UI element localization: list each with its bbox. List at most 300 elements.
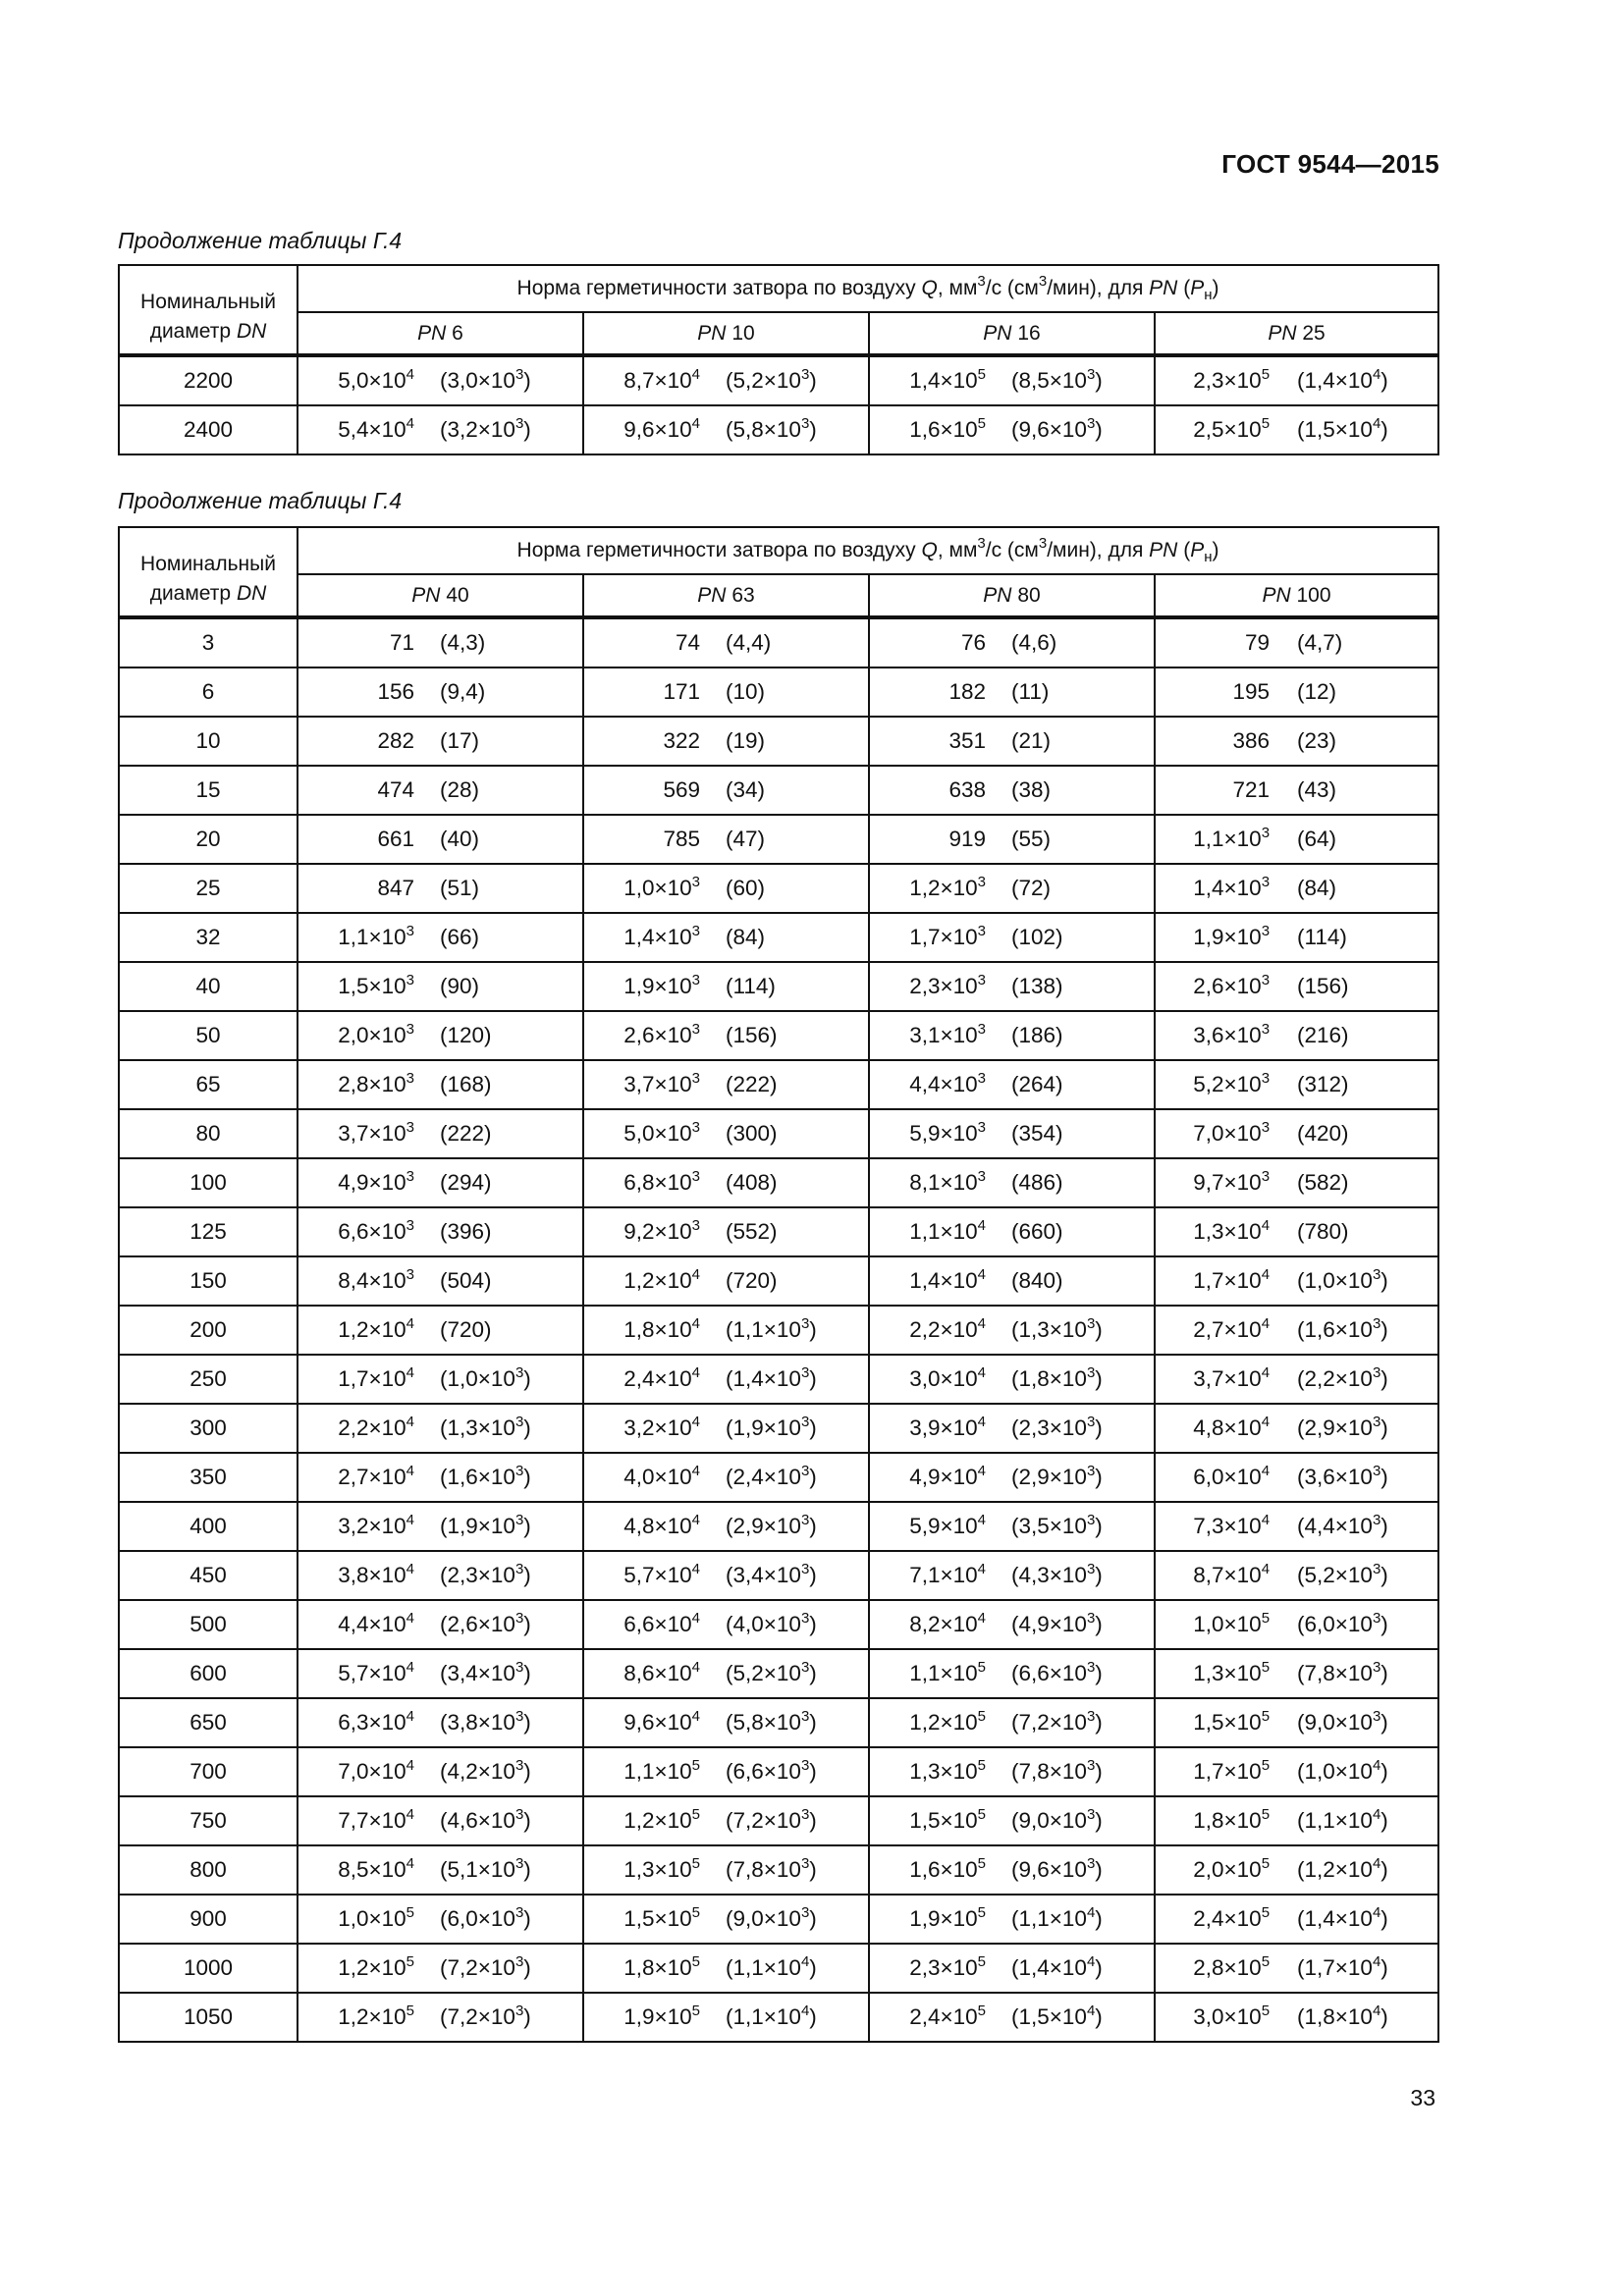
leak-rate-mm3s: 282 [377,728,414,753]
dn-cell: 1000 [119,1944,298,1993]
leak-rate-cm3min: $(5,1\times 10^3)$ [440,1855,531,1882]
leak-rate-cm3min: $(2,2\times 10^3)$ [1297,1364,1388,1391]
leak-rate-cm3min: (420) [1297,1121,1349,1146]
leak-rate-mm3s: $3,6\times 10^3$ [1193,1021,1271,1047]
leak-rate-mm3s: $2,5\times 10^5$ [1193,415,1271,442]
leak-rate-cell [583,1895,869,1944]
leak-rate-cm3min: (60) [726,876,766,900]
leak-rate-cm3min: $(4,6\times 10^3)$ [440,1806,531,1833]
norm-header: Норма герметичности затвора по воздуху Q, $мм^3/с$ $(см^3/мин)$, для PN $(P_н)$ [298,527,1438,574]
leak-rate-cell [583,1158,869,1207]
leak-rate-mm3s: $1,9\times 10^5$ [623,2002,700,2029]
dn-cell: 300 [119,1404,298,1453]
leak-rate-cm3min: $(1,5\times 10^4)$ [1011,2002,1103,2029]
leak-rate-cm3min: (294) [440,1170,492,1195]
leak-rate-mm3s: 76 [960,630,986,655]
table-row [119,1158,1438,1207]
pn-column-header: PN 10 [583,312,869,355]
leak-rate-mm3s: 569 [663,777,700,802]
dn-cell: 250 [119,1355,298,1404]
leak-rate-cm3min: (38) [1011,777,1052,802]
leak-rate-cm3min: $(2,4\times 10^3)$ [726,1463,817,1489]
leak-rate-cm3min: $(9,0\times 10^3)$ [1297,1708,1388,1735]
leak-rate-cell [298,1453,583,1502]
table-row [119,1796,1438,1845]
leak-rate-cell [869,1060,1155,1109]
leak-rate-cm3min: (222) [440,1121,492,1146]
leak-rate-cm3min: (720) [440,1317,492,1342]
leak-rate-cm3min: (12) [1297,679,1337,704]
dn-cell: 50 [119,1011,298,1060]
leak-rate-mm3s: $9,2\times 10^3$ [623,1217,700,1244]
leak-rate-cell [583,617,869,667]
dn-header-line2: диаметр [149,582,232,605]
leak-rate-cm3min: (486) [1011,1170,1063,1195]
leak-rate-cm3min: $(6,6\times 10^3)$ [1011,1659,1103,1685]
leak-rate-cm3min: (19) [726,728,766,753]
leak-rate-cell [583,913,869,962]
leak-rate-cm3min: $(7,2\times 10^3)$ [440,1953,531,1980]
dn-cell: 400 [119,1502,298,1551]
leak-rate-cm3min: (114) [1297,925,1347,949]
leak-rate-cell [1155,1109,1438,1158]
leak-rate-cm3min: (504) [440,1268,492,1293]
leak-rate-cm3min: $(4,3\times 10^3)$ [1011,1561,1103,1587]
leak-rate-mm3s: $1,1\times 10^5$ [623,1757,700,1784]
leak-rate-cm3min: (23) [1297,728,1337,753]
leak-rate-cell [298,1404,583,1453]
leak-rate-mm3s: $1,7\times 10^4$ [1193,1266,1271,1293]
leak-rate-cm3min: (40) [440,827,480,851]
leak-rate-cm3min: (51) [440,876,480,900]
leak-rate-cm3min: (10) [726,679,766,704]
leak-rate-mm3s: 919 [948,827,986,851]
leak-rate-cm3min: $(3,6\times 10^3)$ [1297,1463,1388,1489]
leak-rate-mm3s: 171 [663,679,700,704]
leak-rate-cell [583,864,869,913]
leak-rate-cell [1155,1698,1438,1747]
leak-rate-cell [583,1944,869,1993]
leak-rate-mm3s: $1,2\times 10^4$ [623,1266,700,1293]
leak-rate-mm3s: $1,1\times 10^5$ [909,1659,986,1685]
dn-cell: 3 [119,617,298,667]
leak-rate-cell [583,962,869,1011]
leak-rate-cm3min: $(7,8\times 10^3)$ [1297,1659,1388,1685]
table-row [119,1502,1438,1551]
dn-cell: 10 [119,717,298,766]
table-row [119,1011,1438,1060]
leak-rate-cell [583,1747,869,1796]
leak-rate-mm3s: 71 [389,630,414,655]
leak-rate-cell [1155,962,1438,1011]
leak-rate-mm3s: $1,6\times 10^5$ [909,415,986,442]
leak-rate-mm3s: $9,6\times 10^4$ [623,415,700,442]
leak-rate-cell [1155,1453,1438,1502]
leak-rate-cell [1155,405,1438,454]
leak-rate-cm3min: (9,4) [440,679,486,704]
leak-rate-mm3s: $6,6\times 10^3$ [338,1217,414,1244]
leak-rate-cm3min: (4,7) [1297,630,1343,655]
leak-rate-mm3s: $2,7\times 10^4$ [338,1463,414,1489]
leak-rate-cell [1155,1060,1438,1109]
leak-rate-mm3s: $3,0\times 10^5$ [1193,2002,1271,2029]
leak-rate-cell [1155,766,1438,815]
leak-rate-cell [869,1649,1155,1698]
leak-rate-cm3min: $(7,2\times 10^3)$ [726,1806,817,1833]
leak-rate-cell [298,1306,583,1355]
leak-rate-mm3s: $1,2\times 10^4$ [338,1315,414,1342]
leak-rate-cell [1155,667,1438,717]
table-row [119,717,1438,766]
dn-header-symbol: DN [236,582,267,605]
leak-rate-cell [1155,1551,1438,1600]
leak-rate-cm3min: $(2,3\times 10^3)$ [440,1561,531,1587]
pn-column-header: PN 40 [298,574,583,617]
leak-rate-cm3min: (11) [1011,679,1050,704]
leak-rate-cm3min: $(2,9\times 10^3)$ [726,1512,817,1538]
leak-rate-cm3min: $(3,4\times 10^3)$ [440,1659,531,1685]
leak-rate-mm3s: $4,0\times 10^4$ [623,1463,700,1489]
leak-rate-mm3s: $9,7\times 10^3$ [1193,1168,1271,1195]
leak-rate-mm3s: $2,2\times 10^4$ [909,1315,986,1342]
leak-rate-mm3s: $1,4\times 10^5$ [909,366,986,393]
leak-rate-cell [869,1895,1155,1944]
dn-cell: 500 [119,1600,298,1649]
leak-rate-cell [583,1453,869,1502]
leak-rate-cm3min: (4,4) [726,630,772,655]
leak-rate-cell [583,1060,869,1109]
leak-rate-cm3min: (780) [1297,1219,1349,1244]
table-row [119,1649,1438,1698]
leak-rate-cm3min: $(9,6\times 10^3)$ [1011,1855,1103,1882]
leak-rate-mm3s: $6,0\times 10^4$ [1193,1463,1271,1489]
leak-rate-cm3min: $(1,9\times 10^3)$ [440,1512,531,1538]
leak-rate-mm3s: $3,7\times 10^3$ [338,1119,414,1146]
table-row [119,1944,1438,1993]
leak-rate-cm3min: $(1,1\times 10^4)$ [1297,1806,1388,1833]
leak-rate-cell [1155,1895,1438,1944]
leak-rate-cm3min: (4,3) [440,630,486,655]
leak-rate-mm3s: $1,2\times 10^5$ [338,2002,414,2029]
leak-rate-cm3min: (156) [1297,974,1349,998]
leak-rate-cm3min: (840) [1011,1268,1063,1293]
leak-rate-mm3s: $2,0\times 10^5$ [1193,1855,1271,1882]
dn-cell: 25 [119,864,298,913]
leak-rate-mm3s: $2,0\times 10^3$ [338,1021,414,1047]
leak-rate-mm3s: $1,2\times 10^5$ [338,1953,414,1980]
leak-rate-cm3min: (552) [726,1219,778,1244]
leak-rate-mm3s: 474 [377,777,414,802]
dn-cell: 150 [119,1256,298,1306]
leak-rate-cm3min: $(3,0\times 10^3)$ [440,366,531,393]
leak-rate-cm3min: (186) [1011,1023,1063,1047]
table-row [119,1993,1438,2042]
leak-rate-mm3s: $2,4\times 10^5$ [909,2002,986,2029]
leak-rate-cm3min: $(3,2\times 10^3)$ [440,415,531,442]
table-row [119,617,1438,667]
leak-rate-cm3min: $(3,4\times 10^3)$ [726,1561,817,1587]
dn-cell: 125 [119,1207,298,1256]
leak-rate-cm3min: (120) [440,1023,492,1047]
leak-rate-cell [869,1011,1155,1060]
leak-rate-cell [583,667,869,717]
leak-rate-cm3min: $(1,5\times 10^4)$ [1297,415,1388,442]
leak-rate-cm3min: (102) [1011,925,1063,949]
leak-rate-mm3s: $1,8\times 10^5$ [623,1953,700,1980]
leak-rate-cell [1155,1796,1438,1845]
leak-rate-cell [298,1355,583,1404]
leak-rate-cm3min: $(1,1\times 10^3)$ [726,1315,817,1342]
leak-rate-cm3min: $(6,0\times 10^3)$ [440,1904,531,1931]
leak-rate-cm3min: $(3,5\times 10^3)$ [1011,1512,1103,1538]
leak-rate-cell [1155,1355,1438,1404]
leak-rate-cm3min: $(1,0\times 10^4)$ [1297,1757,1388,1784]
leak-rate-cell [869,667,1155,717]
leak-rate-cm3min: $(5,2\times 10^3)$ [726,366,817,393]
leak-rate-mm3s: $7,3\times 10^4$ [1193,1512,1271,1538]
leak-rate-cell [869,1551,1155,1600]
leak-rate-cell [298,1060,583,1109]
dn-header-line1: Номинальный [140,553,276,575]
leak-rate-cell [298,355,583,405]
leak-rate-cell [869,1502,1155,1551]
dn-cell: 900 [119,1895,298,1944]
leak-rate-cell [869,815,1155,864]
leak-rate-mm3s: $1,1\times 10^3$ [1193,825,1271,851]
leak-rate-cm3min: $(1,6\times 10^3)$ [440,1463,531,1489]
leak-rate-cell [869,1158,1155,1207]
leak-rate-cm3min: (84) [1297,876,1337,900]
leak-rate-mm3s: $1,8\times 10^5$ [1193,1806,1271,1833]
leak-rate-cell [869,1993,1155,2042]
leak-rate-cm3min: $(7,2\times 10^3)$ [440,2002,531,2029]
leak-rate-cm3min: (21) [1011,728,1052,753]
table-row [119,1306,1438,1355]
leak-rate-cell [583,1207,869,1256]
table-row [119,1256,1438,1306]
leak-rate-cm3min: $(1,1\times 10^4)$ [1011,1904,1103,1931]
leak-rate-cell [1155,1944,1438,1993]
standard-designation: ГОСТ 9544—2015 [1221,149,1439,179]
table-row [119,913,1438,962]
leak-rate-mm3s: $4,9\times 10^3$ [338,1168,414,1195]
dn-cell: 350 [119,1453,298,1502]
leak-rate-mm3s: 79 [1245,630,1271,655]
leak-rate-cm3min: $(3,8\times 10^3)$ [440,1708,531,1735]
pn-column-header: PN 16 [869,312,1155,355]
leak-rate-cell [583,1355,869,1404]
leak-rate-cm3min: (156) [726,1023,778,1047]
leak-rate-mm3s: $1,7\times 10^4$ [338,1364,414,1391]
leak-rate-cell [1155,1600,1438,1649]
leak-rate-cell [298,405,583,454]
leak-rate-mm3s: $2,2\times 10^4$ [338,1414,414,1440]
leak-rate-mm3s: $1,1\times 10^4$ [909,1217,986,1244]
leak-rate-mm3s: $8,1\times 10^3$ [909,1168,986,1195]
leak-rate-mm3s: $5,7\times 10^4$ [623,1561,700,1587]
table-row [119,355,1438,405]
leak-rate-mm3s: $5,4\times 10^4$ [338,415,414,442]
leak-rate-mm3s: $3,0\times 10^4$ [909,1364,986,1391]
leak-rate-cell [298,1796,583,1845]
leak-rate-mm3s: $1,0\times 10^3$ [623,874,700,900]
leak-rate-mm3s: $8,7\times 10^4$ [623,366,700,393]
leak-rate-mm3s: 638 [948,777,986,802]
leak-rate-mm3s: 74 [675,630,700,655]
leak-rate-mm3s: 721 [1232,777,1271,802]
leak-rate-cell [869,617,1155,667]
leak-rate-mm3s: $3,2\times 10^4$ [623,1414,700,1440]
dn-cell: 20 [119,815,298,864]
leak-rate-cm3min: $(6,6\times 10^3)$ [726,1757,817,1784]
leak-rate-cm3min: $(1,6\times 10^3)$ [1297,1315,1388,1342]
leak-rate-cell [869,1600,1155,1649]
norm-header: Норма герметичности затвора по воздуху Q, $мм^3/с$ $(см^3/мин)$, для PN $(P_н)$ [298,265,1438,312]
leak-rate-cm3min: (47) [726,827,766,851]
leak-rate-mm3s: $1,5\times 10^5$ [1193,1708,1271,1735]
table-row [119,1551,1438,1600]
leak-rate-cell [298,864,583,913]
leak-rate-cell [298,667,583,717]
leak-rate-cell [869,1355,1155,1404]
leak-rate-mm3s: $1,1\times 10^3$ [338,923,414,949]
leak-rate-cm3min: $(9,6\times 10^3)$ [1011,415,1103,442]
leak-rate-mm3s: $1,0\times 10^5$ [1193,1610,1271,1636]
table-row [119,1109,1438,1158]
leak-rate-cell [1155,1502,1438,1551]
leak-rate-cm3min: (582) [1297,1170,1349,1195]
leak-rate-cell [583,1993,869,2042]
table-row [119,864,1438,913]
leak-rate-mm3s: $1,3\times 10^5$ [1193,1659,1271,1685]
leak-rate-cm3min: (396) [440,1219,492,1244]
leak-rate-cell [298,1502,583,1551]
leak-rate-mm3s: $1,4\times 10^4$ [909,1266,986,1293]
leak-rate-cell [583,1256,869,1306]
leak-rate-mm3s: $4,4\times 10^3$ [909,1070,986,1096]
leak-rate-cm3min: (264) [1011,1072,1063,1096]
leak-rate-cm3min: $(7,8\times 10^3)$ [1011,1757,1103,1784]
leak-rate-mm3s: $2,8\times 10^3$ [338,1070,414,1096]
leak-rate-cell [583,1600,869,1649]
leak-rate-cm3min: $(1,2\times 10^4)$ [1297,1855,1388,1882]
leak-rate-mm3s: 351 [948,728,986,753]
leak-rate-cell [583,1011,869,1060]
leak-rate-cell [869,1796,1155,1845]
leak-rate-mm3s: $7,7\times 10^4$ [338,1806,414,1833]
leak-rate-mm3s: 156 [377,679,414,704]
leak-rate-mm3s: $7,1\times 10^4$ [909,1561,986,1587]
leak-rate-cell [1155,1993,1438,2042]
leak-rate-mm3s: $1,4\times 10^3$ [623,923,700,949]
leak-rate-mm3s: $1,8\times 10^4$ [623,1315,700,1342]
table-row [119,1404,1438,1453]
leak-rate-cm3min: $(1,8\times 10^4)$ [1297,2002,1388,2029]
leak-rate-cell [869,766,1155,815]
leak-rate-cell [1155,617,1438,667]
pn-column-header: PN 63 [583,574,869,617]
leak-rate-mm3s: $5,2\times 10^3$ [1193,1070,1271,1096]
leak-rate-mm3s: $6,8\times 10^3$ [623,1168,700,1195]
table-1-caption: Продолжение таблицы Г.4 [118,228,403,253]
leak-rate-cell [298,815,583,864]
leak-rate-cm3min: $(2,9\times 10^3)$ [1297,1414,1388,1440]
leak-rate-cell [583,1551,869,1600]
dn-cell: 32 [119,913,298,962]
leak-rate-mm3s: $3,1\times 10^3$ [909,1021,986,1047]
leak-rate-cell [869,1944,1155,1993]
leak-rate-cm3min: $(5,2\times 10^3)$ [726,1659,817,1685]
leak-rate-mm3s: $5,0\times 10^4$ [338,366,414,393]
leak-rate-cell [1155,815,1438,864]
leak-rate-cell [298,1158,583,1207]
dn-cell: 15 [119,766,298,815]
leak-rate-mm3s: $1,5\times 10^3$ [338,972,414,998]
leak-rate-cell [298,766,583,815]
dn-header-line2: диаметр [149,320,232,343]
leak-rate-cell [583,355,869,405]
leak-rate-mm3s: $2,6\times 10^3$ [1193,972,1271,998]
leak-rate-cm3min: (72) [1011,876,1052,900]
leak-rate-mm3s: $1,5\times 10^5$ [623,1904,700,1931]
leak-rate-cell [1155,913,1438,962]
leak-rate-cm3min: (222) [726,1072,778,1096]
leak-rate-cm3min: (17) [440,728,480,753]
leak-rate-cm3min: (408) [726,1170,778,1195]
dn-cell: 600 [119,1649,298,1698]
leak-rate-cell [1155,864,1438,913]
leak-rate-cm3min: (168) [440,1072,492,1096]
dn-cell: 650 [119,1698,298,1747]
leak-rate-cm3min: (4,6) [1011,630,1057,655]
leak-rate-cm3min: $(1,7\times 10^4)$ [1297,1953,1388,1980]
leak-rate-mm3s: $3,8\times 10^4$ [338,1561,414,1587]
leak-rate-cm3min: (55) [1011,827,1052,851]
leak-rate-mm3s: 322 [663,728,700,753]
leak-rate-mm3s: $3,2\times 10^4$ [338,1512,414,1538]
leak-rate-cell [1155,1404,1438,1453]
leak-rate-mm3s: $1,3\times 10^5$ [909,1757,986,1784]
leak-rate-cell [1155,1207,1438,1256]
leak-rate-mm3s: $4,4\times 10^4$ [338,1610,414,1636]
leak-rate-cm3min: $(9,0\times 10^3)$ [1011,1806,1103,1833]
leak-rate-mm3s: $8,5\times 10^4$ [338,1855,414,1882]
dn-cell: 6 [119,667,298,717]
leak-rate-mm3s: $3,7\times 10^3$ [623,1070,700,1096]
leak-rate-mm3s: $1,6\times 10^5$ [909,1855,986,1882]
leak-rate-cell [869,1845,1155,1895]
table-row [119,1453,1438,1502]
leak-rate-cm3min: $(1,4\times 10^3)$ [726,1364,817,1391]
leak-rate-mm3s: $8,7\times 10^4$ [1193,1561,1271,1587]
leak-rate-mm3s: $2,7\times 10^4$ [1193,1315,1271,1342]
leak-rate-mm3s: $2,6\times 10^3$ [623,1021,700,1047]
leak-rate-cm3min: $(5,2\times 10^3)$ [1297,1561,1388,1587]
leak-rate-cell [298,962,583,1011]
leak-rate-mm3s: $2,4\times 10^5$ [1193,1904,1271,1931]
leak-rate-cell [583,1845,869,1895]
leak-rate-mm3s: $4,9\times 10^4$ [909,1463,986,1489]
leak-rate-mm3s: $2,4\times 10^4$ [623,1364,700,1391]
table-1 [118,264,1439,455]
table-row [119,815,1438,864]
table-2 [118,526,1439,2043]
leak-rate-mm3s: $8,6\times 10^4$ [623,1659,700,1685]
leak-rate-cm3min: (28) [440,777,480,802]
table-row [119,1845,1438,1895]
leak-rate-cell [298,1698,583,1747]
leak-rate-cell [869,864,1155,913]
